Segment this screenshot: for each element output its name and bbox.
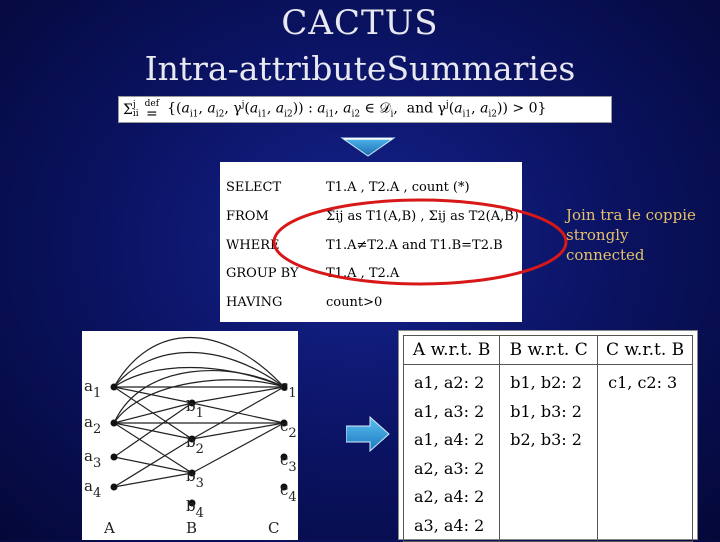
column-header: A w.r.t. B: [404, 336, 500, 365]
node-label-c2: c2: [280, 417, 297, 441]
formula-subscript: ii: [132, 108, 139, 119]
note-line: strongly: [566, 226, 629, 244]
sql-keyword: SELECT: [226, 180, 282, 195]
highlight-ellipse: [270, 196, 570, 288]
column-header: C w.r.t. B: [598, 336, 693, 365]
sigma-symbol: Σ: [123, 101, 133, 118]
column-label-b: B: [186, 519, 198, 537]
note-line: Join tra le coppie: [566, 206, 696, 224]
node-label-c4: c4: [280, 481, 297, 505]
summary-table: [403, 335, 693, 542]
table-cell: b1, b2: 2: [510, 373, 582, 392]
table-column-c: [598, 365, 693, 542]
down-arrow-icon: [340, 136, 396, 158]
node-label-a4: a4: [84, 477, 102, 501]
note-line: connected: [566, 246, 645, 264]
slide-subtitle: Intra-attributeSummaries: [144, 49, 576, 88]
table-cell: b1, b3: 2: [510, 401, 582, 421]
column-label-c: C: [268, 519, 280, 537]
table-cell: a2, a4: 2: [414, 487, 485, 507]
table-cell: a2, a3: 2: [414, 458, 485, 478]
node-label-b1: b1: [186, 397, 204, 421]
node-label-b4: b4: [186, 497, 204, 521]
sql-expression: T1.A , T2.A: [326, 266, 400, 281]
formula-body: {($a_{i1}$, $a_{i2}$, $\gamma^j(a_{i1}$, $a_{i2}$)) : $a_{i1}$, $a_{i2}$ ∈ 𝒟$_i$, and $\gamma^j(a_{i1}$, $a_{i2})) > 0$}: [167, 99, 547, 120]
sql-keyword: FROM: [226, 209, 269, 224]
column-header: B w.r.t. C: [500, 336, 598, 365]
node-label-a3: a3: [84, 447, 102, 471]
slide-title: CACTUS: [281, 3, 439, 43]
sql-expression: count>0: [326, 295, 383, 310]
table-cell: a1, a2: 2: [414, 373, 485, 392]
def-label: def: [144, 99, 160, 109]
sql-expression: Σij as T1(A,B) , Σij as T2(A,B): [326, 209, 519, 224]
formula-superscript: j: [132, 99, 136, 110]
table-column-b: [500, 365, 598, 542]
table-cell: c1, c2: 3: [608, 373, 678, 392]
node-label-c1: c1: [280, 377, 297, 401]
summary-table-box: [398, 330, 698, 540]
right-arrow-icon: [346, 416, 390, 452]
sql-keyword: GROUP BY: [226, 266, 299, 281]
sql-expression: T1.A , T2.A , count (*): [326, 180, 470, 195]
node-label-c3: c3: [280, 451, 297, 475]
table-cell: a1, a4: 2: [414, 430, 485, 450]
join-note: [566, 205, 716, 265]
sql-having-row: [226, 295, 382, 310]
sql-select-row: [226, 180, 470, 195]
definition-formula: Σ j ii def = {($a_{i1}$, $a_{i2}$, $\gamma^j(a_{i1}$, $a_{i2}$)) : $a_{i1}$, $a_{i2}$ ∈ 𝒟$_i$, and $\gamma^j(a_{i1}$, $a_{i2})) > 0$}: [118, 96, 612, 123]
node-label-b2: b2: [186, 433, 204, 457]
table-cell: a1, a3: 2: [414, 401, 485, 421]
sql-expression: T1.A≠T2.A and T1.B=T2.B: [326, 238, 503, 253]
node-label-a2: a2: [84, 413, 102, 437]
table-cell: a3, a4: 2: [414, 515, 485, 535]
table-column-a: [404, 365, 500, 542]
sql-keyword: HAVING: [226, 295, 283, 310]
column-label-a: A: [104, 519, 115, 537]
node-label-b3: b3: [186, 467, 204, 491]
table-cell: b2, b3: 2: [510, 430, 582, 450]
attribute-graph: [82, 331, 298, 540]
node-label-a1: a1: [84, 377, 102, 401]
sql-keyword: WHERE: [226, 238, 280, 253]
